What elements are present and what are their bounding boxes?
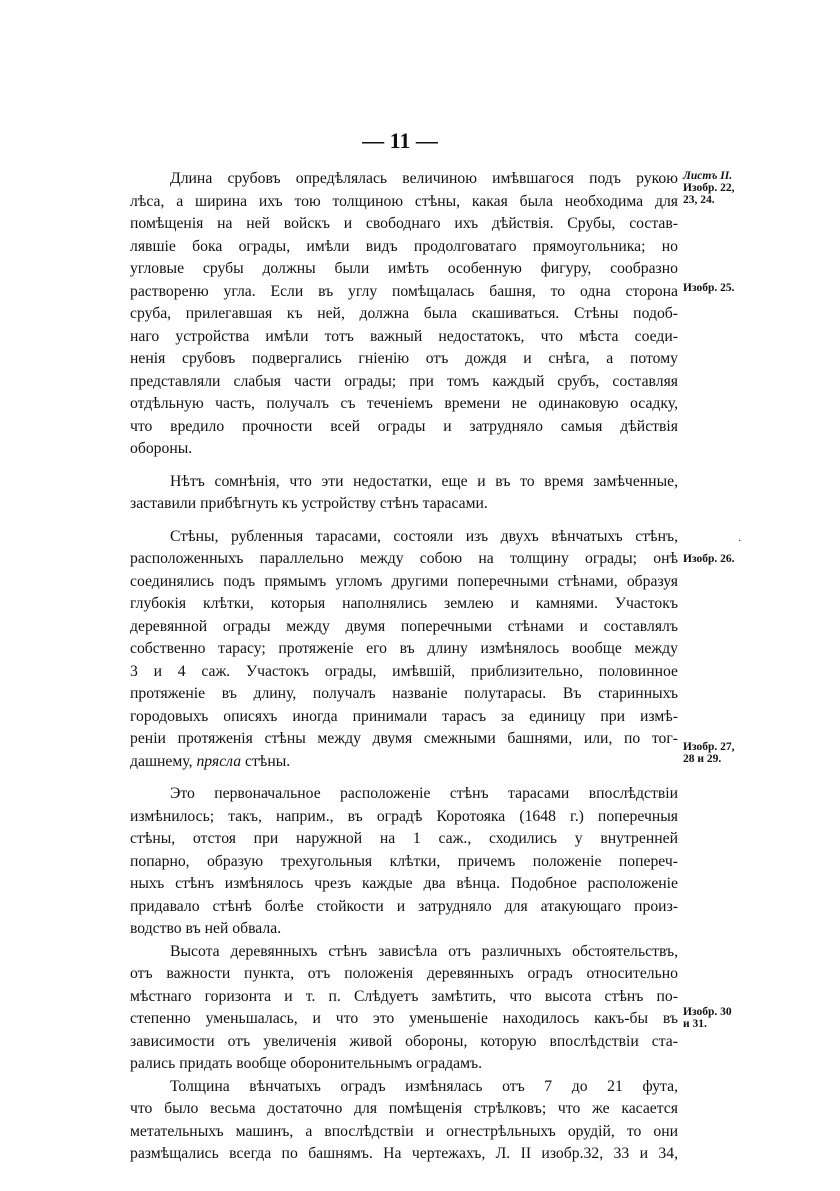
paragraph-1	[130, 168, 678, 461]
note-line: Изобр. 25.	[683, 282, 735, 294]
text-line: угловые срубы должны были имѣть особенную фигуру, сообразно	[130, 260, 678, 277]
text-fragment: дашнему,	[130, 752, 197, 770]
text-line: водство въ ней обвала.	[130, 920, 282, 937]
note-line: Изобр. 26.	[683, 553, 735, 565]
note-line: Листъ II.	[683, 170, 733, 182]
text-line: соединялись подъ прямымъ угломъ другими поперечными стѣнами, образуя	[130, 572, 678, 590]
note-line: и 31.	[683, 1018, 707, 1030]
text-line: что было весьма достаточно для помѣщенія стрѣлковъ; что же касается	[130, 1100, 678, 1117]
text-line: реніи протяженія стѣны между двумя смежными башнями, или, по тог-	[130, 730, 678, 747]
text-line: размѣщались всегда по башнямъ. На чертежахъ, Л. II изобр.32, 33 и 34,	[130, 1145, 678, 1162]
text-line: степенно уменьшалась, и что это уменьшеніе находилось какъ-бы въ	[130, 1010, 678, 1027]
ink-speck: ·	[738, 536, 742, 547]
text-line: глубокія клѣтки, которыя наполнялись землею и камнями. Участокъ	[130, 595, 678, 612]
text-line: метательныхъ машинъ, а впослѣдствіи и огнестрѣльныхъ орудій, то они	[130, 1122, 678, 1140]
margin-note-fig-30-31	[683, 1006, 732, 1030]
note-line: Изобр. 22,	[683, 182, 735, 194]
paragraph-5	[130, 941, 678, 1076]
note-line: Изобр. 27,	[683, 741, 735, 753]
text-line	[130, 751, 678, 774]
text-line: что вредило прочности всей ограды и затрудняло самыя дѣйствія	[130, 417, 678, 435]
text-line: представляли слабыя части ограды; при томъ каждый срубъ, составляя	[130, 372, 678, 390]
text-line: Нѣтъ сомнѣнія, что эти недостатки, еще и въ то время замѣченные,	[170, 472, 678, 490]
text-line: 3 и 4 саж. Участокъ ограды, имѣвшій, приблизительно, половинное	[130, 662, 678, 680]
text-line: отъ важности пункта, отъ положенія деревянныхъ оградъ относительно	[130, 965, 678, 982]
margin-note-sheet-2	[683, 170, 735, 206]
note-line: Изобр. 30	[683, 1006, 732, 1018]
text-line: деревянной ограды между двумя поперечными стѣнами и составлялъ	[130, 617, 678, 635]
paragraph-6	[130, 1076, 678, 1166]
page-number: — 11 —	[362, 128, 438, 153]
text-line: протяженіе въ длину, получалъ названіе полутарасы. Въ старинныхъ	[130, 685, 678, 702]
paragraph-2	[130, 471, 678, 516]
note-line: 28 и 29.	[683, 753, 722, 765]
text-line: придавало стѣнѣ болѣе стойкости и затрудняло для атакующаго произ-	[130, 897, 678, 915]
text-line: мѣстнаго горизонта и т. п. Слѣдуетъ замѣтить, что высота стѣнъ по-	[130, 987, 678, 1005]
text-line: наго устройства имѣли тотъ важный недостатокъ, что мѣста соеди-	[130, 327, 678, 345]
note-line: 23, 24.	[683, 194, 715, 206]
paragraph-4	[130, 783, 678, 941]
text-line: собственно тарасу; протяженіе его въ длину измѣнялось вообще между	[130, 640, 678, 657]
text-line: ненія срубовъ подвергались гніенію отъ дождя и снѣга, а потому	[130, 350, 678, 367]
italic-term: прясла	[196, 752, 242, 770]
text-line: отдѣльную часть, получалъ съ теченіемъ времени не одинаковую осадку,	[130, 395, 678, 412]
text-line: обороны.	[130, 440, 193, 457]
text-line: ныхъ стѣнъ измѣнялось чрезъ каждые два вѣнца. Подобное расположеніе	[130, 875, 678, 892]
text-line: попарно, образую трехугольныя клѣтки, причемъ положеніе попереч-	[130, 852, 678, 870]
text-line: рались придать вообще оборонительнымъ оградамъ.	[130, 1055, 483, 1072]
text-line: лявшіе бока ограды, имѣли видъ продолговатаго прямоугольника; но	[130, 237, 678, 255]
text-line: Это первоначальное расположеніе стѣнъ тарасами впослѣдствіи	[170, 785, 678, 802]
text-line: раствореню угла. Если въ углу помѣщалась башня, то одна сторона	[130, 282, 678, 300]
text-line: городовыхъ описяхъ иногда принимали тарасъ за единицу при измѣ-	[130, 707, 678, 725]
text-line: измѣнилось; такъ, наприм., въ оградѣ Коротояка (1648 г.) поперечныя	[130, 807, 678, 825]
text-line: зависимости отъ увеличенія живой обороны, которую впослѣдствіи ста-	[130, 1032, 678, 1050]
text-line: помѣщенія на ней войскъ и свободнаго ихъ дѣйствія. Срубы, состав-	[130, 215, 678, 232]
text-line: заставили прибѣгнуть къ устройству стѣнъ тарасами.	[130, 495, 488, 512]
text-line: сруба, прилегавшая къ ней, должна была скашиваться. Стѣны подоб-	[130, 305, 678, 322]
text-line: лѣса, а ширина ихъ тою толщиною стѣны, какая была необходима для	[130, 192, 678, 210]
text-line: Длина срубовъ опредѣлялась величиною имѣвшагося подъ рукою	[170, 170, 678, 187]
text-line: расположенныхъ параллельно между собою на толщину ограды; онѣ	[130, 550, 678, 567]
text-line: Высота деревянныхъ стѣнъ зависѣла отъ различныхъ обстоятельствъ,	[170, 942, 678, 960]
text-line: Стѣны, рубленныя тарасами, состояли изъ двухъ вѣнчатыхъ стѣнъ,	[170, 527, 678, 545]
text-line: Толщина вѣнчатыхъ оградъ измѣнялась отъ 7 до 21 фута,	[170, 1077, 678, 1095]
paragraph-3	[130, 526, 678, 774]
text-fragment: стѣны.	[241, 752, 291, 770]
margin-note-fig-26	[683, 553, 735, 565]
text-line: стѣны, отстоя при наружной на 1 саж., сходились у внутренней	[130, 830, 678, 847]
margin-note-fig-27-29	[683, 741, 735, 765]
body-text	[130, 168, 678, 1166]
margin-note-fig-25	[683, 282, 735, 294]
